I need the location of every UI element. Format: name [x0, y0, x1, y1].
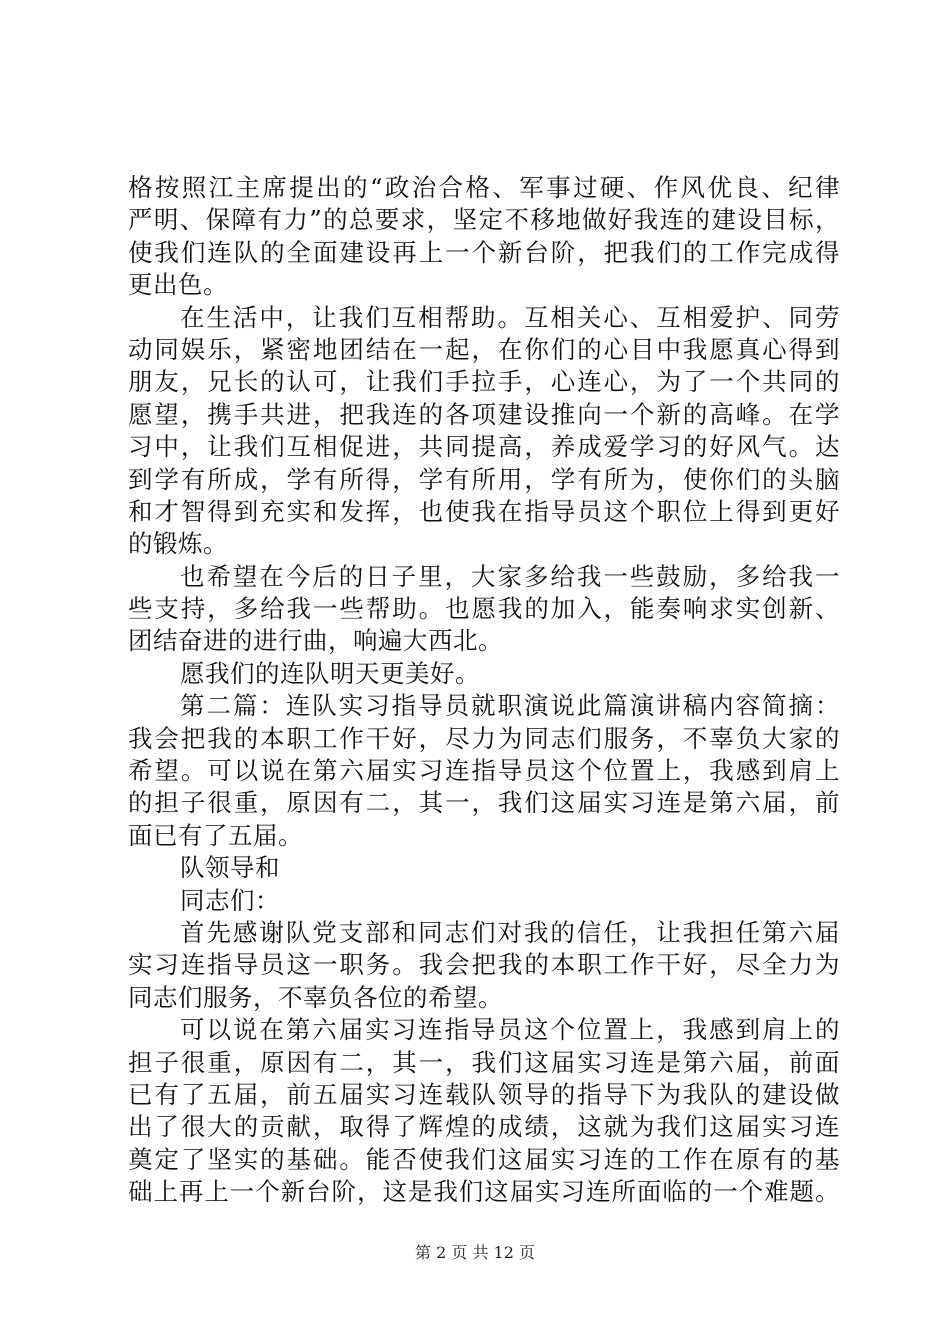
text-line: 使我们连队的全面建设再上一个新台阶，把我们的工作完成得	[128, 237, 840, 267]
text-line: 实习连指导员这一职务。我会把我的本职工作干好，尽全力为	[128, 950, 840, 980]
text-line: 更出色。	[128, 270, 228, 300]
text-line: 习中，让我们互相促进，共同提高，养成爱学习的好风气。达	[128, 432, 840, 462]
text-line: 首先感谢队党支部和同志们对我的信任，让我担任第六届	[180, 917, 840, 947]
text-line: 些支持，多给我一些帮助。也愿我的加入，能奏响求实创新、	[128, 594, 840, 624]
text-line: 严明、保障有力”的总要求，坚定不移地做好我连的建设目标，	[128, 205, 840, 235]
text-line: 的担子很重，原因有二，其一，我们这届实习连是第六届，前	[128, 788, 840, 818]
text-line: 团结奋进的进行曲，响遍大西北。	[128, 626, 503, 656]
document-body	[128, 172, 840, 1209]
text-line: 可以说在第六届实习连指导员这个位置上，我感到肩上的	[180, 1015, 840, 1045]
text-line: 也希望在今后的日子里，大家多给我一些鼓励，多给我一	[180, 561, 840, 591]
text-line: 到学有所成，学有所得，学有所用，学有所为，使你们的头脑	[128, 464, 840, 494]
text-line: 朋友，兄长的认可，让我们手拉手，心连心，为了一个共同的	[128, 367, 840, 397]
text-line: 面已有了五届。	[128, 820, 303, 850]
text-line: 希望。可以说在第六届实习连指导员这个位置上，我感到肩上	[128, 756, 840, 786]
text-line: 出了很大的贡献，取得了辉煌的成绩，这就为我们这届实习连	[128, 1112, 840, 1142]
text-line: 格按照江主席提出的“政治合格、军事过硬、作风优良、纪律	[128, 173, 840, 202]
text-line: 愿我们的连队明天更美好。	[180, 658, 480, 688]
text-line: 第二篇：连队实习指导员就职演说此篇演讲稿内容简摘：	[180, 691, 840, 721]
text-line: 动同娱乐，紧密地团结在一起，在你们的心目中我愿真心得到	[128, 334, 840, 364]
text-line: 担子很重，原因有二，其一，我们这届实习连是第六届，前面	[128, 1047, 840, 1077]
text-line: 奠定了坚实的基础。能否使我们这届实习连的工作在原有的基	[128, 1144, 840, 1174]
text-line: 我会把我的本职工作干好，尽力为同志们服务，不辜负大家的	[128, 723, 840, 753]
text-line: 已有了五届，前五届实习连载队领导的指导下为我队的建设做	[128, 1079, 840, 1109]
text-line: 愿望，携手共进，把我连的各项建设推向一个新的高峰。在学	[128, 399, 840, 429]
text-line: 础上再上一个新台阶，这是我们这届实习连所面临的一个难题。	[128, 1177, 840, 1207]
text-line: 在生活中，让我们互相帮助。互相关心、互相爱护、同劳	[180, 302, 840, 332]
text-line: 和才智得到充实和发挥，也使我在指导员这个职位上得到更好	[128, 496, 840, 526]
text-line: 同志们服务，不辜负各位的希望。	[128, 982, 503, 1012]
text-line: 队领导和	[180, 853, 280, 883]
text-line: 同志们：	[180, 885, 280, 915]
page-number-footer: 第 2 页 共 12 页	[415, 1243, 535, 1262]
text-line: 的锻炼。	[128, 529, 228, 559]
